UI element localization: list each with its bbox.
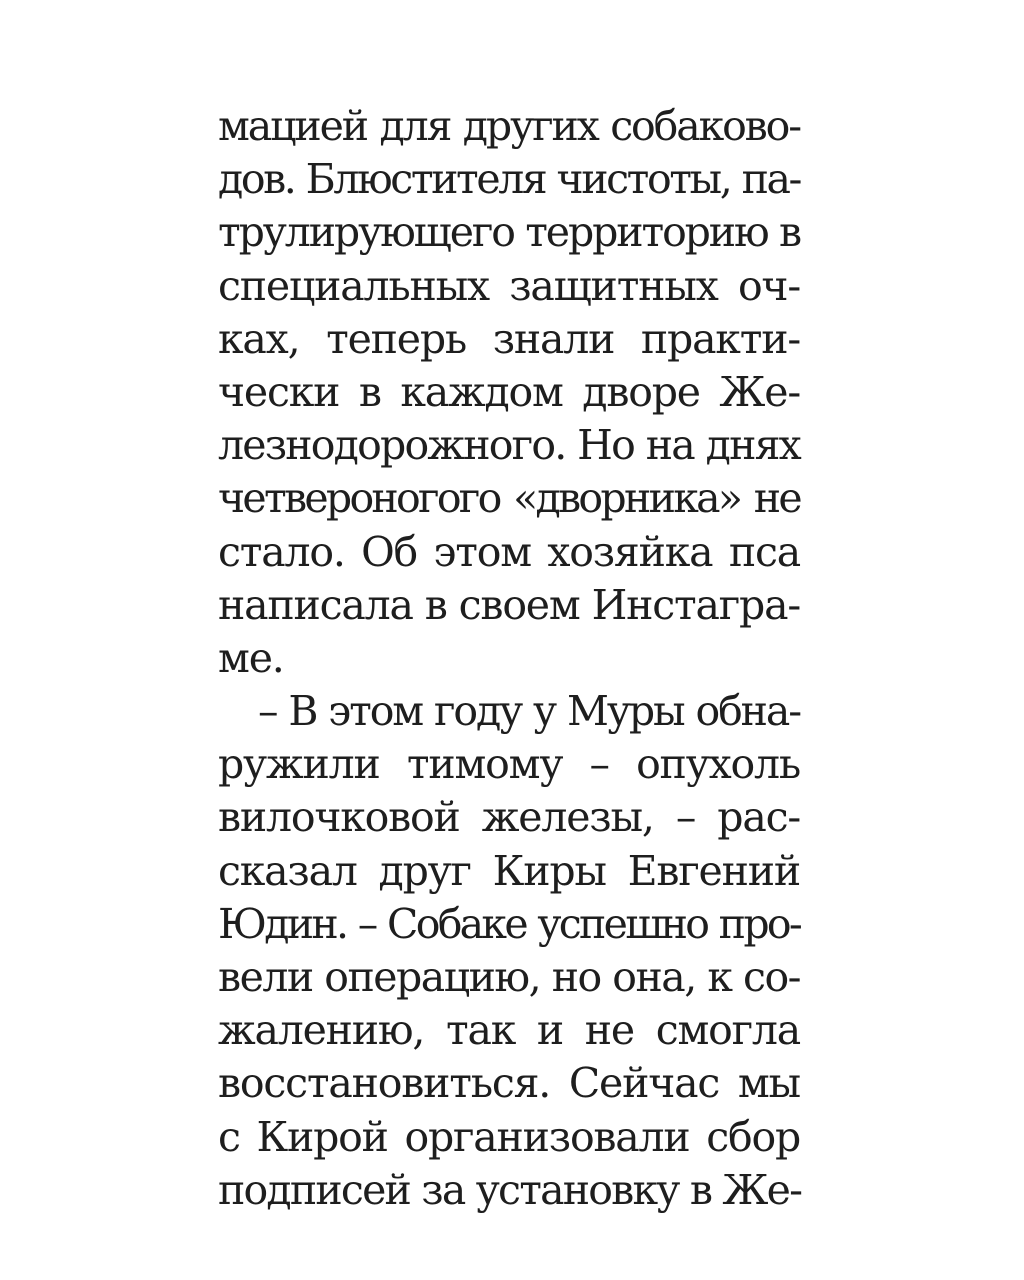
text-line: четвероногого «дворника» не — [218, 474, 800, 523]
text-line: Юдин. – Собаке успешно про- — [218, 899, 800, 948]
text-line: с Кирой организовали сбор — [218, 1112, 800, 1161]
text-line: восстановиться. Сейчас мы — [218, 1059, 800, 1108]
text-line: подписей за установку в Же- — [218, 1165, 802, 1214]
text-line: ках, теперь знали практи- — [218, 314, 800, 363]
text-line: мацией для других собаково- — [218, 102, 800, 150]
text-line: трулирующего территорию в — [218, 208, 800, 257]
text-line-paragraph-start: – В этом году у Муры обна- — [258, 687, 800, 736]
article-text-column — [218, 100, 800, 1217]
text-line: чески в каждом дворе Же- — [218, 367, 800, 416]
text-line: стало. Об этом хозяйка пса — [218, 527, 800, 576]
text-line: жалению, так и не смогла — [218, 1006, 800, 1055]
text-line: сказал друг Киры Евгений — [218, 846, 800, 895]
text-line: вели операцию, но она, к со- — [218, 953, 800, 1001]
text-line: ме. — [218, 633, 284, 682]
text-line: вилочковой железы, – рас- — [218, 793, 800, 842]
text-line: дов. Блюстителя чистоты, па- — [218, 155, 800, 204]
text-line: ружили тимому – опухоль — [218, 740, 800, 789]
text-line: лезнодорожного. Но на днях — [218, 421, 800, 470]
text-line: специальных защитных оч- — [218, 261, 800, 310]
text-line: написала в своем Инстагра- — [218, 580, 800, 629]
